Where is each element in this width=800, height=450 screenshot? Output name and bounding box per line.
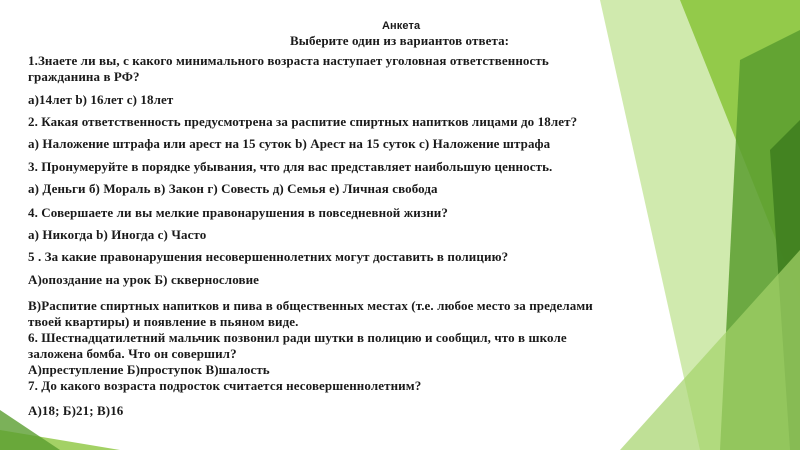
question-2: 2. Какая ответственность предусмотрена за распитие спиртных напитков лицами до 18лет? xyxy=(28,114,578,129)
question-3: 3. Пронумеруйте в порядке убывания, что для вас представляет наибольшую ценность. xyxy=(28,159,553,174)
question-6-line-1: 6. Шестнадцатилетний мальчик позвонил ради шутки в полицию и сообщил, что в школе xyxy=(28,330,567,345)
question-6-answers: А)преступление Б)проступок В)шалость xyxy=(28,362,270,377)
question-5: 5 . За какие правонарушения несовершеннолетних могут доставить в полицию? xyxy=(28,249,509,264)
question-2-answers: а) Наложение штрафа или арест на 15 суток b) Арест на 15 суток c) Наложение штрафа xyxy=(28,136,551,151)
survey-instruction: Выберите один из вариантов ответа: xyxy=(290,33,510,48)
question-3-answers: а) Деньги б) Мораль в) Закон г) Совесть д) Семья е) Личная свобода xyxy=(28,181,438,196)
question-6-line-2: заложена бомба. Что он совершил? xyxy=(28,346,237,361)
question-5-answers-line-1: А)опоздание на урок Б) сквернословие xyxy=(28,272,260,287)
survey-title: Анкета xyxy=(382,20,421,32)
question-4-answers: а) Никогда b) Иногда c) Часто xyxy=(28,227,207,242)
question-1-answers: а)14лет b) 16лет c) 18лет xyxy=(28,92,174,107)
survey-document xyxy=(28,18,768,446)
question-1-line-1: 1.Знаете ли вы, с какого минимального возраста наступает уголовная ответственность xyxy=(28,53,549,68)
question-1-line-2: гражданина в РФ? xyxy=(28,69,140,84)
question-7: 7. До какого возраста подросток считается несовершеннолетним? xyxy=(28,378,422,393)
question-5-answers-line-2: В)Распитие спиртных напитков и пива в общественных местах (т.е. любое место за пределами xyxy=(28,298,593,313)
question-5-answers-line-3: твоей квартиры) и появление в пьяном виде. xyxy=(28,314,299,329)
question-4: 4. Совершаете ли вы мелкие правонарушения в повседневной жизни? xyxy=(28,205,448,220)
question-7-answers: А)18; Б)21; В)16 xyxy=(28,403,124,418)
